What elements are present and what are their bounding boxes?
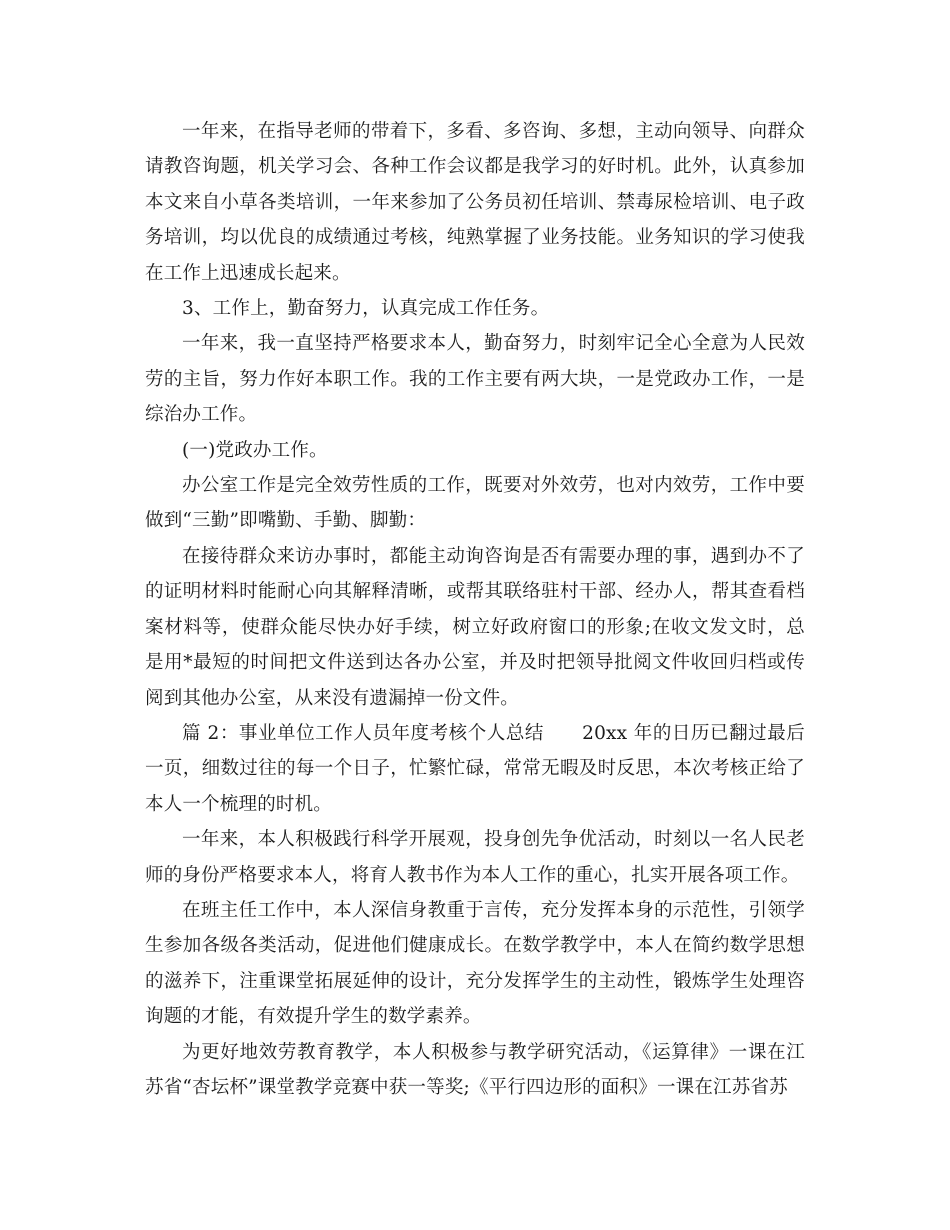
paragraph-heading-work: 3、工作上，勤奋努力，认真完成工作任务。	[182, 298, 550, 320]
paragraph-practice: 一年来，本人积极践行科学开展观，投身创先争优活动，时刻以一名人民老师的身份严格要求本人，将育人教书作为本人工作的重心，扎实开展各项工作。	[145, 829, 805, 886]
paragraph-reception: 在接待群众来访办事时，都能主动询咨询是否有需要办理的事，遇到办不了的证明材料时能耐心向其解释清晰，或帮其联络驻村干部、经办人，帮其查看档案材料等，使群众能尽快办好手续，树立好政府窗口的形象;在收文发文时，总是用*最短的时间把文件送到达各办公室，并及时把领导批阅文件收回归档或传阅到其他办公室，从来没有遗漏掉一份文件。	[145, 545, 805, 709]
paragraph-office-work: 办公室工作是完全效劳性质的工作，既要对外效劳，也对内效劳，工作中要做到“三勤”即嘴勤、手勤、脚勤：	[145, 475, 805, 532]
paragraph-heading-party-office: (一)党政办工作。	[182, 439, 328, 461]
document-body	[145, 114, 805, 1105]
paragraph-article-2-intro: 篇 2：事业单位工作人员年度考核个人总结 20xx 年的日历已翻过最后一页，细数过往的每一个日子，忙繁忙碌，常常无暇及时反思，本次考核正给了本人一个梳理的时机。	[145, 722, 805, 815]
paragraph-class-teacher: 在班主任工作中，本人深信身教重于言传，充分发挥本身的示范性，引领学生参加各级各类活动，促进他们健康成长。在数学教学中，本人在简约数学思想的滋养下，注重课堂拓展延伸的设计，充分发挥学生的主动性，锻炼学生处理咨询题的才能，有效提升学生的数学素养。	[145, 899, 805, 1028]
paragraph-work-overview: 一年来，我一直坚持严格要求本人，勤奋努力，时刻牢记全心全意为人民效劳的主旨，努力作好本职工作。我的工作主要有两大块，一是党政办工作，一是综治办工作。	[145, 333, 805, 426]
paragraph-study: 一年来，在指导老师的带着下，多看、多咨询、多想，主动向领导、向群众请教咨询题，机关学习会、各种工作会议都是我学习的好时机。此外，认真参加本文来自小草各类培训，一年来参加了公务员初任培训、禁毒尿检培训、电子政务培训，均以优良的成绩通过考核，纯熟掌握了业务技能。业务知识的学习使我在工作上迅速成长起来。	[145, 121, 805, 284]
paragraph-teaching-research: 为更好地效劳教育教学，本人积极参与教学研究活动，《运算律》一课在江苏省“杏坛杯”课堂教学竞赛中获一等奖;《平行四边形的面积》一课在江苏省苏	[145, 1041, 805, 1098]
